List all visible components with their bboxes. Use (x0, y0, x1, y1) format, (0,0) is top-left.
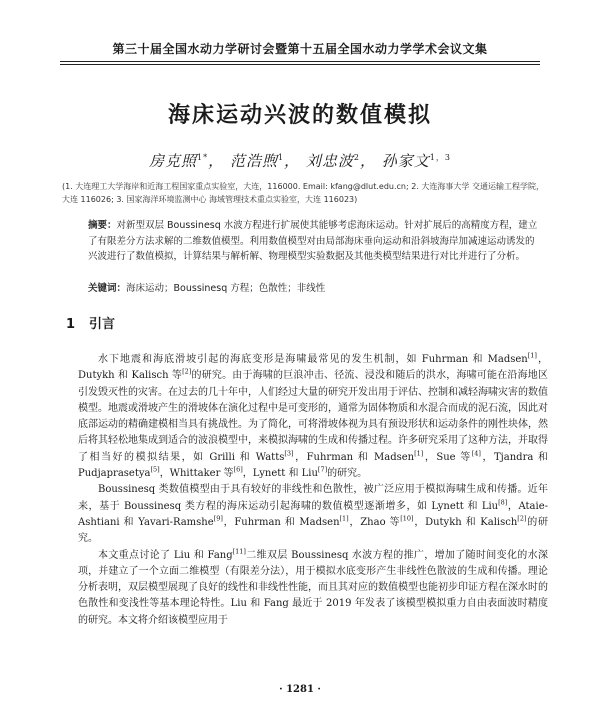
citation-ref: [11] (232, 547, 246, 556)
header-rule-thick (60, 61, 540, 62)
author-name: 房克照 (149, 152, 198, 170)
keywords (88, 281, 538, 296)
body-text-run: ，Dutykh 和 Kalisch (413, 516, 518, 528)
body-text-run: 水下地震和海底滑坡引起的海底变形是海啸最常见的发生机制，如 Fuhrman 和 Madsen (98, 354, 528, 365)
citation-ref: [3] (284, 449, 294, 458)
citation-ref: [2] (182, 367, 192, 376)
body-text-run: 的研究。 (78, 516, 548, 545)
section-number: 1 (66, 317, 76, 332)
section-title: 引言 (89, 317, 116, 332)
abstract-label: 摘要： (88, 220, 117, 231)
body-paragraph (78, 548, 548, 629)
body-text-run: ，Ataie-Ashtiani 和 Yavari-Ramshe (78, 500, 548, 528)
body-text-run: ，Fuhrman 和 Madsen (293, 451, 415, 463)
keywords-text: 海床运动；Boussinesq 方程；色散性；非线性 (126, 283, 326, 294)
citation-ref: [10] (400, 514, 414, 523)
author-name: 范浩煦 (229, 152, 278, 170)
body-text-run: ，Zhao 等 (348, 516, 401, 528)
body-text-run: ，Tjandra 和 Pudjaprasetya (78, 451, 549, 480)
body-text-run: ，Whittaker 等 (159, 468, 234, 480)
citation-ref: [1] (339, 514, 349, 523)
author-affiliation-mark: 1 (277, 153, 285, 162)
section-heading (66, 313, 115, 332)
running-header: 第三十届全国水动力学研讨会暨第十五届全国水动力学学术会议文集 (112, 42, 488, 56)
body-text-run: 的研究。 (327, 468, 368, 480)
author-list (0, 150, 600, 171)
citation-ref: [2] (517, 514, 527, 523)
body-text (78, 352, 548, 629)
author-separator: ， (359, 152, 376, 170)
body-text-run: 本文重点讨论了 Liu 和 Fang (98, 549, 233, 561)
body-text-run: 的研究。由于海啸的巨浪冲击、径流、浸没和随后的洪水，海啸可能在沿海地区引发毁灭性的灾害。在过去的几十年中，人们经过大量的研究开发出用于评估、控制和减轻海啸灾害的数值模型。地震或滑坡产生的滑坡体在演化过程中是可变形的，通常为固体物质和水混合而成的泥石流，因此对底部运动的精确建模相当具有挑战性。为了简化，可将滑坡体视为具有预设形状和运动条件的刚性块体，然后将其轻松地集成到适合的波浪模型中，来模拟海啸的生成和传播过程。许多研究采用了这种方法，并取得了相当好的模拟结果，如 Grilli 和 Watts (78, 370, 549, 463)
author-name: 刘忠波 (305, 152, 354, 170)
author-name: 孙家文 (381, 152, 430, 170)
body-text-run: Boussinesq 类数值模型由于具有较好的非线性和色散性，被广泛应用于模拟海啸生成和传播。近年来，基于 Boussinesq 类方程的海床运动引起海啸的数值模型逐渐增多，如 Lynett 和 Liu (78, 484, 548, 512)
paper-title: 海床运动兴波的数值模拟 (167, 103, 432, 128)
citation-ref: [8] (498, 498, 508, 507)
author-separator: ， (284, 152, 301, 170)
author-affiliation-mark: 1，3 (429, 153, 451, 162)
abstract (88, 218, 538, 265)
affiliations: (1. 大连理工大学海岸和近海工程国家重点实验室，大连，116000. Email: kfang@dlut.edu.cn; 2. 大连海事大学 交通运输工程学院，大连 116026; 3. 国家海洋环境监测中心 海域管理技术重点实验室，大连 116023) (62, 182, 544, 204)
citation-ref: [5] (150, 465, 160, 474)
citation-ref: [1] (527, 351, 537, 360)
header-rule-thin (60, 64, 540, 65)
page-number: · 1281 · (279, 684, 321, 695)
author-separator: ， (208, 152, 225, 170)
body-text-run: ，Sue 等 (423, 451, 472, 463)
author-affiliation-mark: 2 (353, 153, 360, 162)
citation-ref: [4] (471, 449, 481, 458)
body-text-run: ，Fuhrman 和 Madsen (222, 516, 340, 528)
keywords-label: 关键词： (88, 283, 127, 294)
body-text-run: ，Lynett 和 Liu (242, 468, 318, 480)
citation-ref: [7] (317, 465, 328, 474)
citation-ref: [9] (213, 514, 223, 523)
abstract-text: 对新型双层 Boussinesq 水波方程进行扩展使其能够考虑海床运动。针对扩展后的高精度方程，建立了有限差分方法求解的二维数值模型。利用数值模型对由局部海床垂向运动和沿斜坡海岸加减速运动诱发的兴波进行了数值模拟，计算结果与解析解、物理模型实验数据及其他类模型结果进行对比并进行了分析。 (88, 220, 538, 262)
body-text-run: ，Dutykh 和 Kalisch 等 (78, 354, 548, 382)
author-affiliation-mark: 1* (197, 153, 209, 162)
body-paragraph (78, 482, 548, 547)
body-text-run: 二维双层 Boussinesq 水波方程的推广，增加了随时间变化的水深项，并建立了一个立面二维模型（有限差分法），用于模拟水底变形产生非线性色散波的生成和传播。理论分析表明，双层模型展现了良好的线性和非线性性能，而且其对应的数值模型也能初步印证方程在深水时的色散性和变浅性等基本理论特性。Liu 和 Fang 最近于 2019 年发表了该模型模拟重力自由表面波时精度的研究。本文将介绍该模型应用于 (78, 549, 548, 626)
citation-ref: [1] (414, 449, 424, 458)
body-paragraph (78, 352, 548, 482)
citation-ref: [6] (233, 465, 243, 474)
